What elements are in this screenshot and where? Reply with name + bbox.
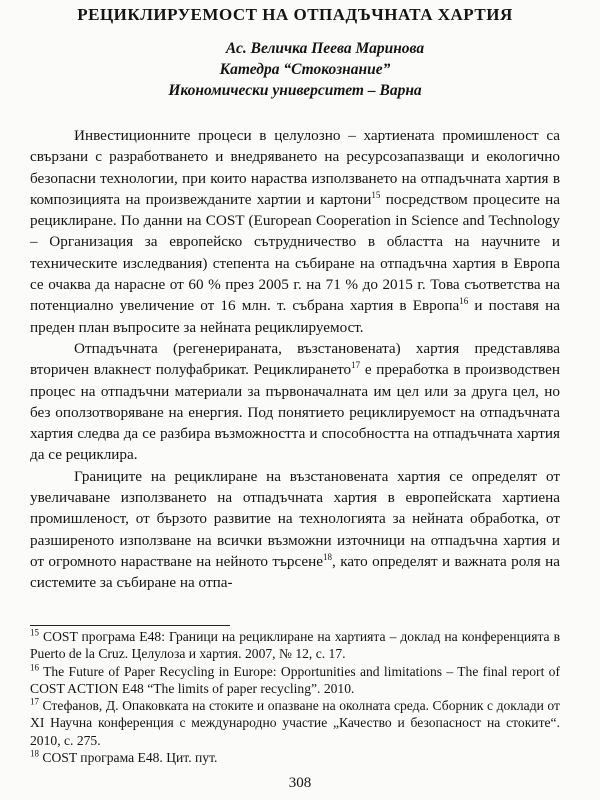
paragraph-1-text-b: посредством процесите на рециклиране. По данни на COST (European Cooperation in Science and Technology – Организация за европейско сътрудничество в областта на научните и техническите изследвания) степента на събиране на отпадъчна хартия в Европа се очаква да нарасне от 60 % през 2005 г. на 71 % до 2015 г. Това съответства на потенциално увеличение от 16 млн. т. събрана хартия в Европа	[30, 190, 560, 315]
author-department: Катедра “Стокознание”	[219, 61, 391, 78]
footnote-17	[30, 697, 560, 749]
footnote-ref-16: 16	[459, 296, 469, 307]
footnote-number: 18	[30, 748, 39, 759]
footnote-separator	[30, 625, 230, 626]
footnotes	[30, 628, 560, 766]
paragraph-1	[30, 125, 560, 338]
page-number: 308	[288, 775, 312, 791]
footnote-text: COST програма Е48. Цит. пут.	[39, 750, 218, 766]
footnote-text: Стефанов, Д. Опаковката на стоките и опазване на околната среда. Сборник с доклади от XI Научна конференция с международно участие „Качество и безопасност на стоките“. 2010, с. 275.	[30, 698, 560, 748]
paragraph-2	[30, 338, 560, 466]
paragraph-1-text-c: и поставя на преден план въпросите за нейната рециклируемост.	[30, 297, 561, 336]
paragraph-3-text-a: Границите на рециклиране на възстановената хартия се определят от увеличаване използването на отпадъчната хартия в европейската хартиена промишленост, от бързото развитие на технологията за нейната обработка, от разширеното използване на всички възможни източници на отпадъчна хартия и от огромното нарастване на нейното търсене	[30, 467, 560, 570]
footnote-18	[30, 749, 560, 766]
footnote-number: 16	[30, 662, 39, 673]
paragraph-2-text-a: Отпадъчната (регенерираната, възстановената) хартия представлява вторичен влакнест полуфабрикат. Рециклирането	[30, 339, 560, 379]
footnote-text: COST програма Е48: Граници на рециклиране на хартията – доклад на конференцията в Puerto de la Cruz. Целулоза и хартия. 2007, № 12, с. 17.	[30, 629, 560, 662]
paragraph-2-text-b: е преработка в производствен процес на отпадъчни материали за първоначалната им цел или за друга цел, но без оползотворяване на енергия. Под понятието рециклируемост на отпадъчната хартия следва да се разбира възможността и способността на отпадъчната хартия да се рециклира.	[30, 361, 561, 464]
footnote-15	[30, 628, 560, 663]
footnote-number: 17	[30, 696, 39, 707]
author-block	[30, 38, 560, 101]
paper-title: РЕЦИКЛИРУЕМОСТ НА ОТПАДЪЧНАТА ХАРТИЯ	[77, 5, 513, 24]
body-text	[30, 125, 560, 594]
paragraph-1-text-a: Инвестиционните процеси в целулозно – хартиената промишленост са свързани с разработването и внедряването на ресурсозапазващи и екологично безопасни технологии, при които нараства използването на отпадъчната хартия в композицията на произвежданите хартии и картони	[30, 127, 560, 208]
author-name: Ас. Величка Пеева Маринова	[225, 40, 425, 57]
footnote-ref-17: 17	[351, 360, 361, 371]
footnote-ref-15: 15	[371, 189, 381, 200]
footnote-ref-18: 18	[323, 551, 333, 562]
footnote-number: 15	[30, 627, 39, 638]
paragraph-3	[30, 466, 560, 594]
author-university: Икономически университет – Варна	[168, 82, 422, 99]
paragraph-3-text-b: , като определят и важната роля на системите за събиране на отпа-	[30, 552, 560, 592]
footnote-16	[30, 663, 560, 698]
footnote-text: The Future of Paper Recycling in Europe: Opportunities and limitations – The final report of COST ACTION E48 “The limits of paper recycling”. 2010.	[30, 663, 560, 696]
